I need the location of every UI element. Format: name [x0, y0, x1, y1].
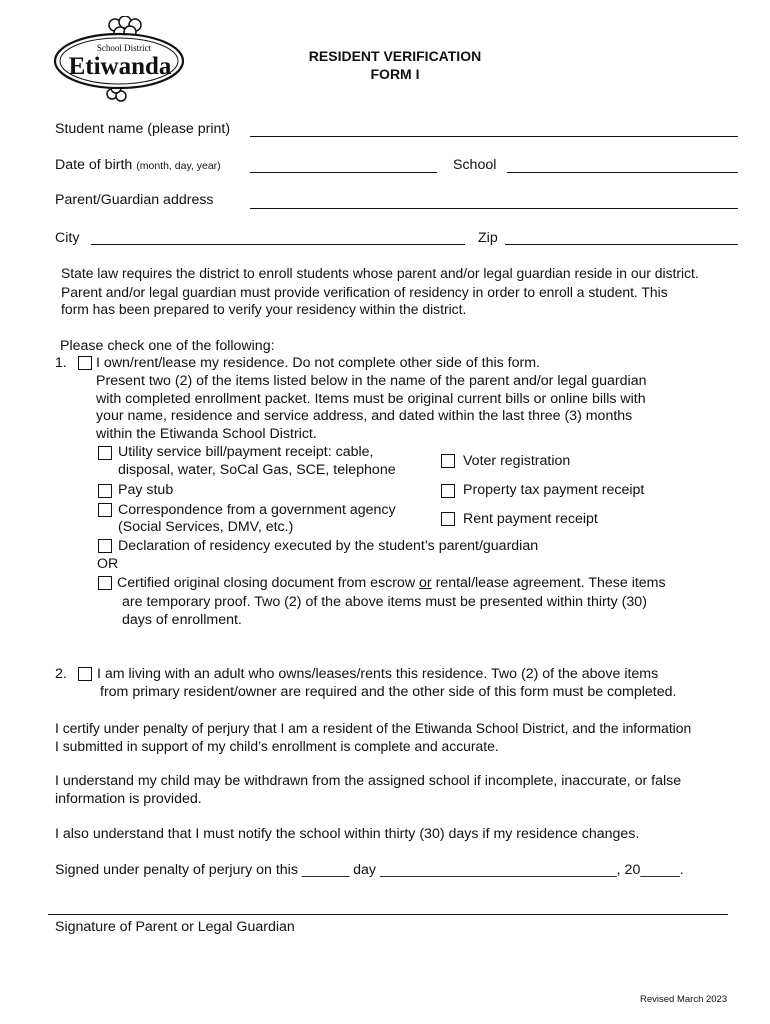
- student-name-label: Student name (please print): [55, 121, 231, 137]
- zip-field[interactable]: [505, 244, 738, 245]
- option-1-number: 1.: [55, 355, 67, 371]
- notify-text: I also understand that I must notify the school within thirty (30) days if my residence changes.: [55, 826, 640, 842]
- intro-line-3: form has been prepared to verify your residency within the district.: [61, 301, 467, 317]
- revised-date: Revised March 2023: [640, 994, 728, 1005]
- or-label: OR: [97, 556, 119, 572]
- withdraw-line-2: information is provided.: [55, 791, 202, 807]
- certified-line-3: days of enrollment.: [122, 612, 242, 628]
- declaration-checkbox[interactable]: [98, 539, 112, 553]
- property-tax-checkbox[interactable]: [441, 484, 455, 498]
- form-title: [290, 48, 500, 82]
- certify-line-2: I submitted in support of my child’s enrollment is complete and accurate.: [55, 738, 499, 754]
- city-field[interactable]: [91, 244, 465, 245]
- declaration-label: Declaration of residency executed by the student’s parent/guardian: [118, 538, 539, 554]
- pay-stub-label: Pay stub: [118, 482, 174, 498]
- signature-label: Signature of Parent or Legal Guardian: [55, 919, 295, 935]
- school-label: School: [453, 157, 497, 173]
- address-field[interactable]: [250, 208, 738, 209]
- signature-field[interactable]: [48, 914, 728, 915]
- zip-label: Zip: [478, 230, 498, 246]
- certified-line-2: are temporary proof. Two (2) of the above items must be presented within thirty (30): [122, 594, 647, 610]
- option-1-detail-3: your name, residence and service address, and dated within the last three (3) months: [96, 408, 633, 424]
- dob-hint: (month, day, year): [136, 160, 221, 172]
- option-2-number: 2.: [55, 666, 67, 682]
- address-label: Parent/Guardian address: [55, 192, 214, 208]
- rent-receipt-checkbox[interactable]: [441, 512, 455, 526]
- correspondence-checkbox[interactable]: [98, 503, 112, 517]
- etiwanda-logo: [52, 16, 192, 102]
- student-name-field[interactable]: [250, 136, 738, 137]
- intro-line-2: Parent and/or legal guardian must provide verification of residency in order to enroll a student. This: [61, 284, 668, 300]
- option-1-checkbox[interactable]: [78, 356, 92, 370]
- voter-registration-checkbox[interactable]: [441, 454, 455, 468]
- city-label: City: [55, 230, 80, 246]
- dob-label: Date of birth: [55, 157, 133, 173]
- correspondence-label-1: Correspondence from a government agency: [118, 502, 396, 518]
- dob-field[interactable]: [250, 172, 437, 173]
- certified-post: rental/lease agreement. These items: [431, 575, 666, 591]
- logo-name: Etiwanda: [68, 53, 172, 80]
- dob-label-group: [55, 157, 221, 173]
- title-line-1: RESIDENT VERIFICATION: [308, 48, 482, 64]
- option-1-label: I own/rent/lease my residence. Do not complete other side of this form.: [96, 355, 540, 371]
- option-2-line-2: from primary resident/owner are required and the other side of this form must be completed.: [100, 684, 677, 700]
- certified-pre: Certified original closing document from escrow: [117, 575, 420, 591]
- pay-stub-checkbox[interactable]: [98, 484, 112, 498]
- certify-line-1: I certify under penalty of perjury that I am a resident of the Etiwanda School District, and the information: [55, 720, 692, 736]
- withdraw-line-1: I understand my child may be withdrawn from the assigned school if incomplete, inaccurate, or false: [55, 773, 682, 789]
- intro-line-1: State law requires the district to enroll students whose parent and/or legal guardian reside in our district.: [61, 265, 699, 281]
- title-line-2: FORM I: [370, 66, 420, 82]
- option-1-detail-1: Present two (2) of the items listed below in the name of the parent and/or legal guardian: [96, 373, 647, 389]
- option-1-detail-4: within the Etiwanda School District.: [96, 426, 317, 442]
- certified-or: or: [419, 575, 432, 591]
- options-prompt: Please check one of the following:: [60, 338, 275, 354]
- option-2-line-1: I am living with an adult who owns/leases/rents this residence. Two (2) of the above items: [97, 666, 659, 682]
- rent-receipt-label: Rent payment receipt: [463, 511, 598, 527]
- property-tax-label: Property tax payment receipt: [463, 482, 645, 498]
- certified-document-label: [117, 575, 666, 591]
- utility-bill-label-2: disposal, water, SoCal Gas, SCE, telephone: [118, 462, 396, 478]
- option-2-checkbox[interactable]: [78, 667, 92, 681]
- utility-bill-label-1: Utility service bill/payment receipt: cable,: [118, 444, 374, 460]
- school-field[interactable]: [507, 172, 738, 173]
- voter-registration-label: Voter registration: [463, 453, 571, 469]
- certified-document-checkbox[interactable]: [98, 576, 112, 590]
- signed-line[interactable]: Signed under penalty of perjury on this ______ day ______________________________, 20_____.: [55, 862, 684, 878]
- correspondence-label-2: (Social Services, DMV, etc.): [118, 519, 294, 535]
- utility-bill-checkbox[interactable]: [98, 446, 112, 460]
- logo-district-text: School District: [96, 43, 152, 53]
- option-1-detail-2: with completed enrollment packet. Items must be original current bills or online bills with: [96, 391, 646, 407]
